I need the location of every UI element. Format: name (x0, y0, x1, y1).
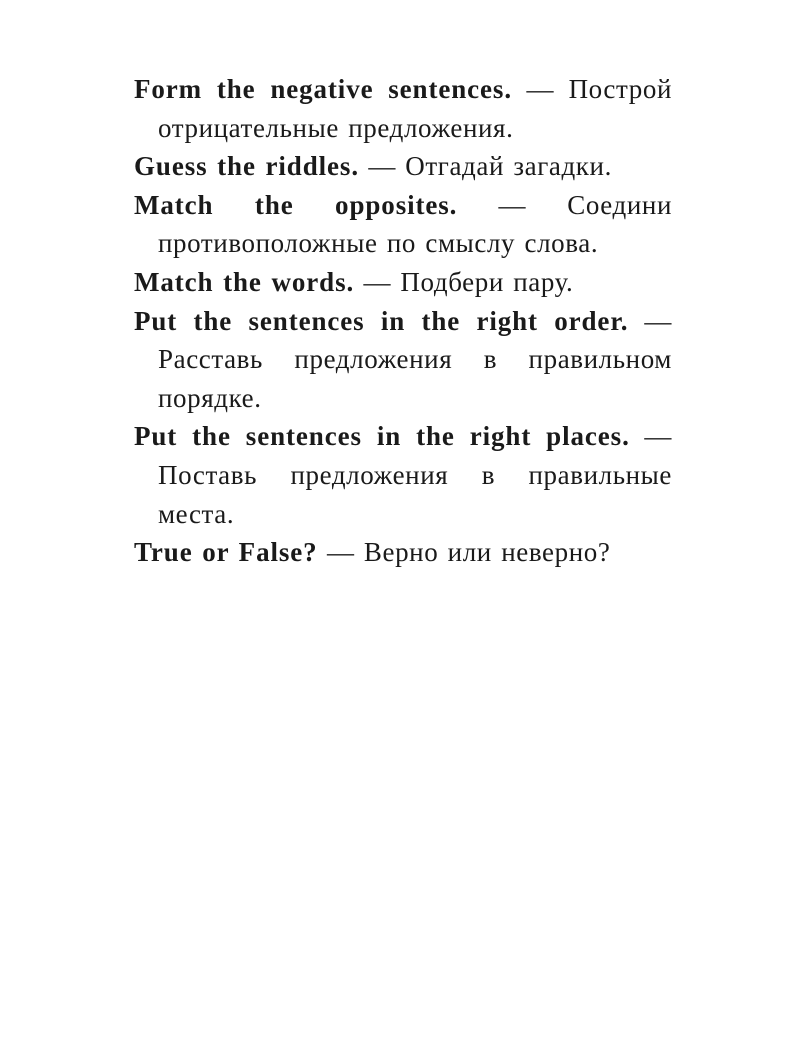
english-instruction: Put the sentences in the right order. (134, 305, 629, 336)
russian-translation: — Расставь предложения в правильном порядке. (158, 305, 672, 413)
russian-translation: — Поставь предложения в правильные места. (158, 421, 672, 529)
english-instruction: Guess the riddles. (134, 151, 359, 182)
english-instruction: Put the sentences in the right places. (134, 421, 630, 452)
russian-translation: — Верно или неверно? (326, 537, 611, 568)
russian-translation: — Построй отрицательные предложения. (158, 74, 672, 143)
instructions-glossary (134, 70, 672, 572)
english-instruction: Form the negative sentences. (134, 74, 512, 104)
russian-translation: — Отгадай загадки. (368, 151, 612, 182)
glossary-entry (134, 302, 672, 418)
russian-translation: — Подбери пару. (363, 266, 574, 297)
english-instruction: Match the opposites. (134, 189, 458, 220)
glossary-entry (134, 147, 672, 186)
glossary-entry (134, 186, 672, 263)
glossary-entry (134, 70, 672, 147)
english-instruction: Match the words. (134, 266, 355, 297)
glossary-entry (134, 417, 672, 533)
russian-translation: — Соедини противоположные по смыслу слова. (158, 189, 672, 259)
english-instruction: True or False? (134, 537, 318, 568)
glossary-entry (134, 533, 672, 572)
glossary-entry (134, 263, 672, 302)
